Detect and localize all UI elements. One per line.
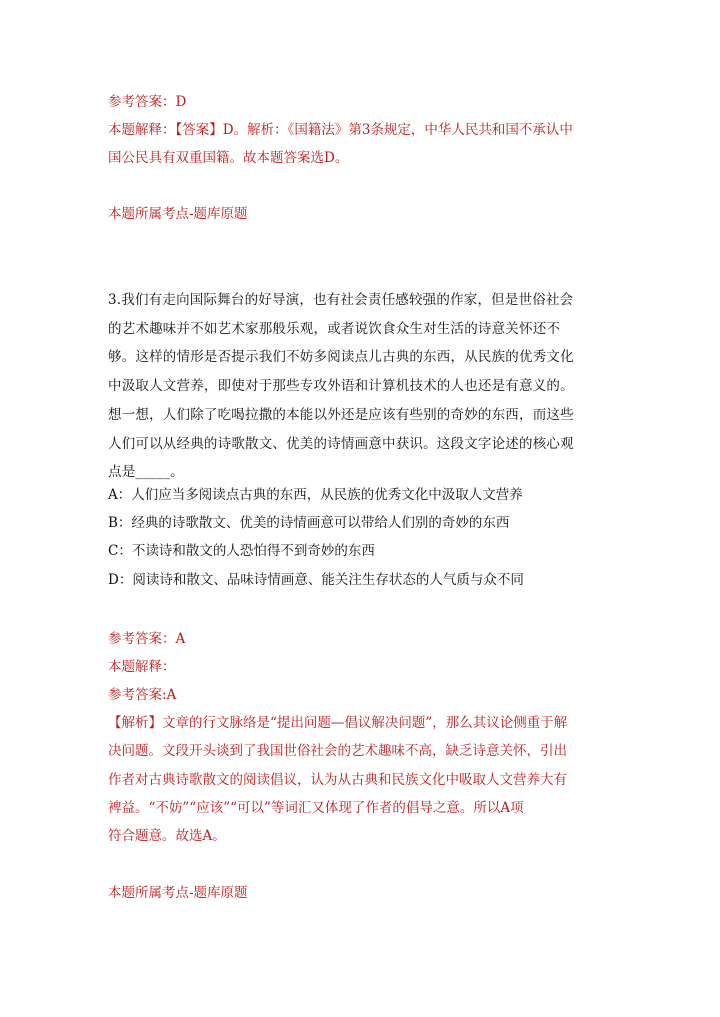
question-line: 点是_____。 (108, 464, 184, 481)
analysis-line: 【解析】文章的行文脉络是“提出问题—倡议解决问题”，那么其议论侧重于解 (108, 715, 568, 731)
question-line: 够。这样的情形是否提示我们不妨多阅读点儿古典的东西，从民族的优秀文化 (108, 349, 574, 366)
question-text (108, 286, 618, 487)
question-line: 3.我们有走向国际舞台的好导演，也有社会责任感较强的作家，但是世俗社会 (108, 292, 574, 308)
question-line: 人们可以从经典的诗歌散文、优美的诗情画意中获识。这段文字论述的核心观 (108, 435, 574, 452)
option-b: B：经典的诗歌散文、优美的诗情画意可以带给人们别的奇妙的东西 (108, 515, 510, 531)
analysis-line: 符合题意。故选A。 (108, 828, 226, 844)
explanation-1-line-1: 本题解释：【答案】D。解析：《国籍法》第3条规定，中华人民共和国不承认中 (108, 122, 573, 138)
analysis-line: 决问题。文段开头谈到了我国世俗社会的艺术趣味不高，缺乏诗意关怀，引出 (108, 743, 567, 759)
question-line: 中汲取人文营养，即使对于那些专攻外语和计算机技术的人也还是有意义的。 (108, 378, 574, 395)
source-1: 本题所属考点-题库原题 (108, 206, 248, 222)
option-a: A：人们应当多阅读点古典的东西，从民族的优秀文化中汲取人文营养 (108, 487, 523, 503)
question-line: 想一想，人们除了吃喝拉撒的本能以外还是应该有些别的奇妙的东西，而这些 (108, 406, 574, 423)
source-2: 本题所属考点-题库原题 (108, 885, 248, 901)
answer-2-repeat: 参考答案:A (108, 687, 177, 703)
analysis-line: 裨益。“不妨”“应该”“可以”等词汇又体现了作者的倡导之意。所以A项 (108, 800, 524, 816)
answer-1: 参考答案：D (108, 94, 187, 110)
explanation-1-line-2: 国公民具有双重国籍。故本题答案选D。 (108, 150, 349, 166)
analysis-line: 作者对古典诗歌散文的阅读倡议，认为从古典和民族文化中吸取人文营养大有 (108, 772, 567, 788)
answer-2: 参考答案：A (108, 631, 186, 647)
option-d: D：阅读诗和散文、品味诗情画意、能关注生存状态的人气质与众不同 (108, 572, 524, 588)
explanation-2-label: 本题解释： (108, 659, 176, 675)
question-line: 的艺术趣味并不如艺术家那般乐观，或者说饮食众生对生活的诗意关怀还不 (108, 320, 561, 337)
option-c: C：不读诗和散文的人恐怕得不到奇妙的东西 (108, 543, 375, 559)
